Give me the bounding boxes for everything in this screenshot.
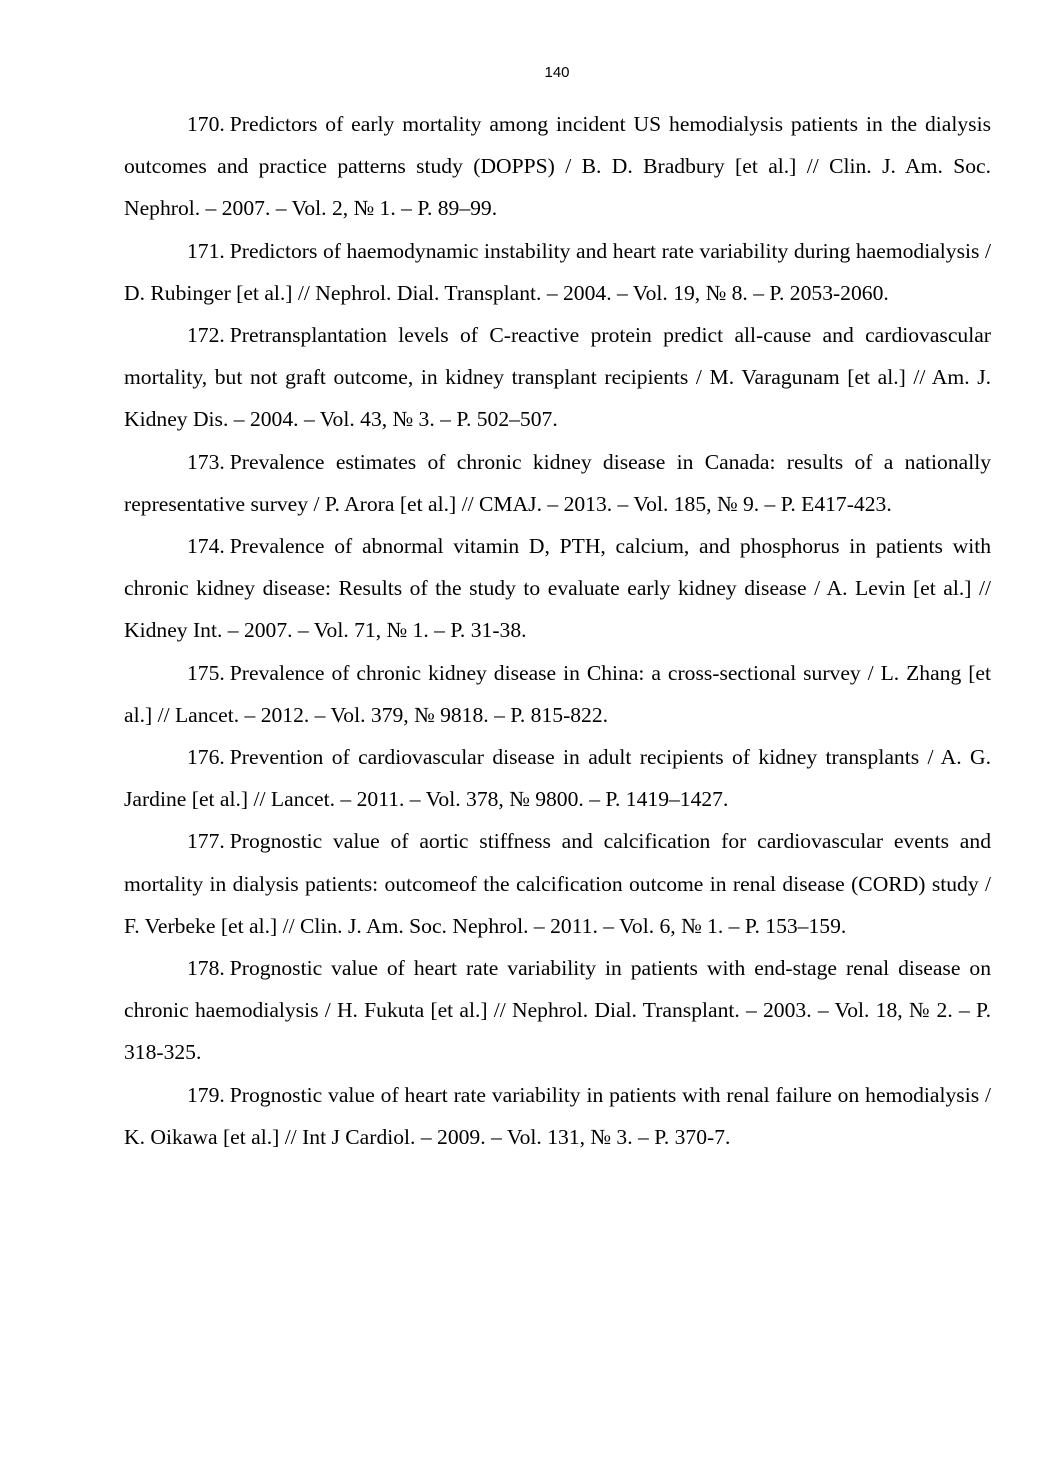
reference-number: 172. xyxy=(187,323,225,348)
page-number: 140 xyxy=(544,64,570,81)
reference-number: 174. xyxy=(187,534,225,559)
reference-number: 176. xyxy=(187,745,225,770)
reference-item xyxy=(124,525,991,652)
reference-item xyxy=(124,230,991,314)
reference-item xyxy=(124,314,991,441)
reference-item xyxy=(124,103,991,230)
reference-number: 177. xyxy=(187,829,225,854)
reference-number: 175. xyxy=(187,660,225,685)
reference-item xyxy=(124,1074,991,1158)
reference-text: Prognostic value of heart rate variability in patients with renal failure on hemodialysis / K. Oikawa [et al.] // Int J Cardiol. – 2009. – Vol. 131, № 3. – P. 370-7. xyxy=(124,1082,991,1149)
reference-item xyxy=(124,736,991,820)
reference-number: 170. xyxy=(187,112,225,136)
reference-text: Prognostic value of heart rate variability in patients with end-stage renal disease on chronic haemodialysis / H. Fukuta [et al.] // Nephrol. Dial. Transplant. – 2003. – Vol. 18, № 2. – P. 318-325. xyxy=(124,956,991,1065)
reference-text: Predictors of haemodynamic instability and heart rate variability during haemodialysis / D. Rubinger [et al.] // Nephrol. Dial. Transplant. – 2004. – Vol. 19, № 8. – P. 2053-2060. xyxy=(124,238,991,305)
reference-text: Prevention of cardiovascular disease in adult recipients of kidney transplants / A. G. Jardine [et al.] // Lancet. – 2011. – Vol. 378, № 9800. – P. 1419–1427. xyxy=(124,745,991,812)
reference-item xyxy=(124,820,991,947)
reference-list xyxy=(124,103,991,1158)
reference-text: Prevalence of abnormal vitamin D, PTH, calcium, and phosphorus in patients with chronic kidney disease: Results of the study to evaluate early kidney disease / A. Levin [et al.] // Kidney Int. – 2007. – Vol. 71, № 1. – P. 31-38. xyxy=(124,534,991,643)
reference-text: Prevalence of chronic kidney disease in China: a cross-sectional survey / L. Zhang [et al.] // Lancet. – 2012. – Vol. 379, № 9818. – P. 815-822. xyxy=(124,660,991,727)
reference-text: Prognostic value of aortic stiffness and calcification for cardiovascular events and mortality in dialysis patients: outcomeof the calcification outcome in renal disease (CORD) study / F. Verbeke [et al.] // Clin. J. Am. Soc. Nephrol. – 2011. – Vol. 6, № 1. – P. 153–159. xyxy=(124,829,991,938)
reference-item xyxy=(124,441,991,525)
reference-number: 178. xyxy=(187,956,225,981)
reference-text: Predictors of early mortality among incident US hemodialysis patients in the dialysis outcomes and practice patterns study (DOPPS) / B. D. Bradbury [et al.] // Clin. J. Am. Soc. Nephrol. – 2007. – Vol. 2, № 1. – P. 89–99. xyxy=(124,112,991,221)
reference-text: Pretransplantation levels of C-reactive protein predict all-cause and cardiovascular mortality, but not graft outcome, in kidney transplant recipients / M. Varagunam [et al.] // Am. J. Kidney Dis. – 2004. – Vol. 43, № 3. – P. 502–507. xyxy=(124,323,991,432)
reference-item xyxy=(124,652,991,736)
reference-text: Prevalence estimates of chronic kidney disease in Canada: results of a nationally representative survey / P. Arora [et al.] // CMAJ. – 2013. – Vol. 185, № 9. – P. E417-423. xyxy=(124,449,991,516)
reference-number: 179. xyxy=(187,1082,225,1107)
reference-number: 173. xyxy=(187,449,225,474)
reference-item xyxy=(124,947,991,1074)
reference-number: 171. xyxy=(187,238,225,263)
